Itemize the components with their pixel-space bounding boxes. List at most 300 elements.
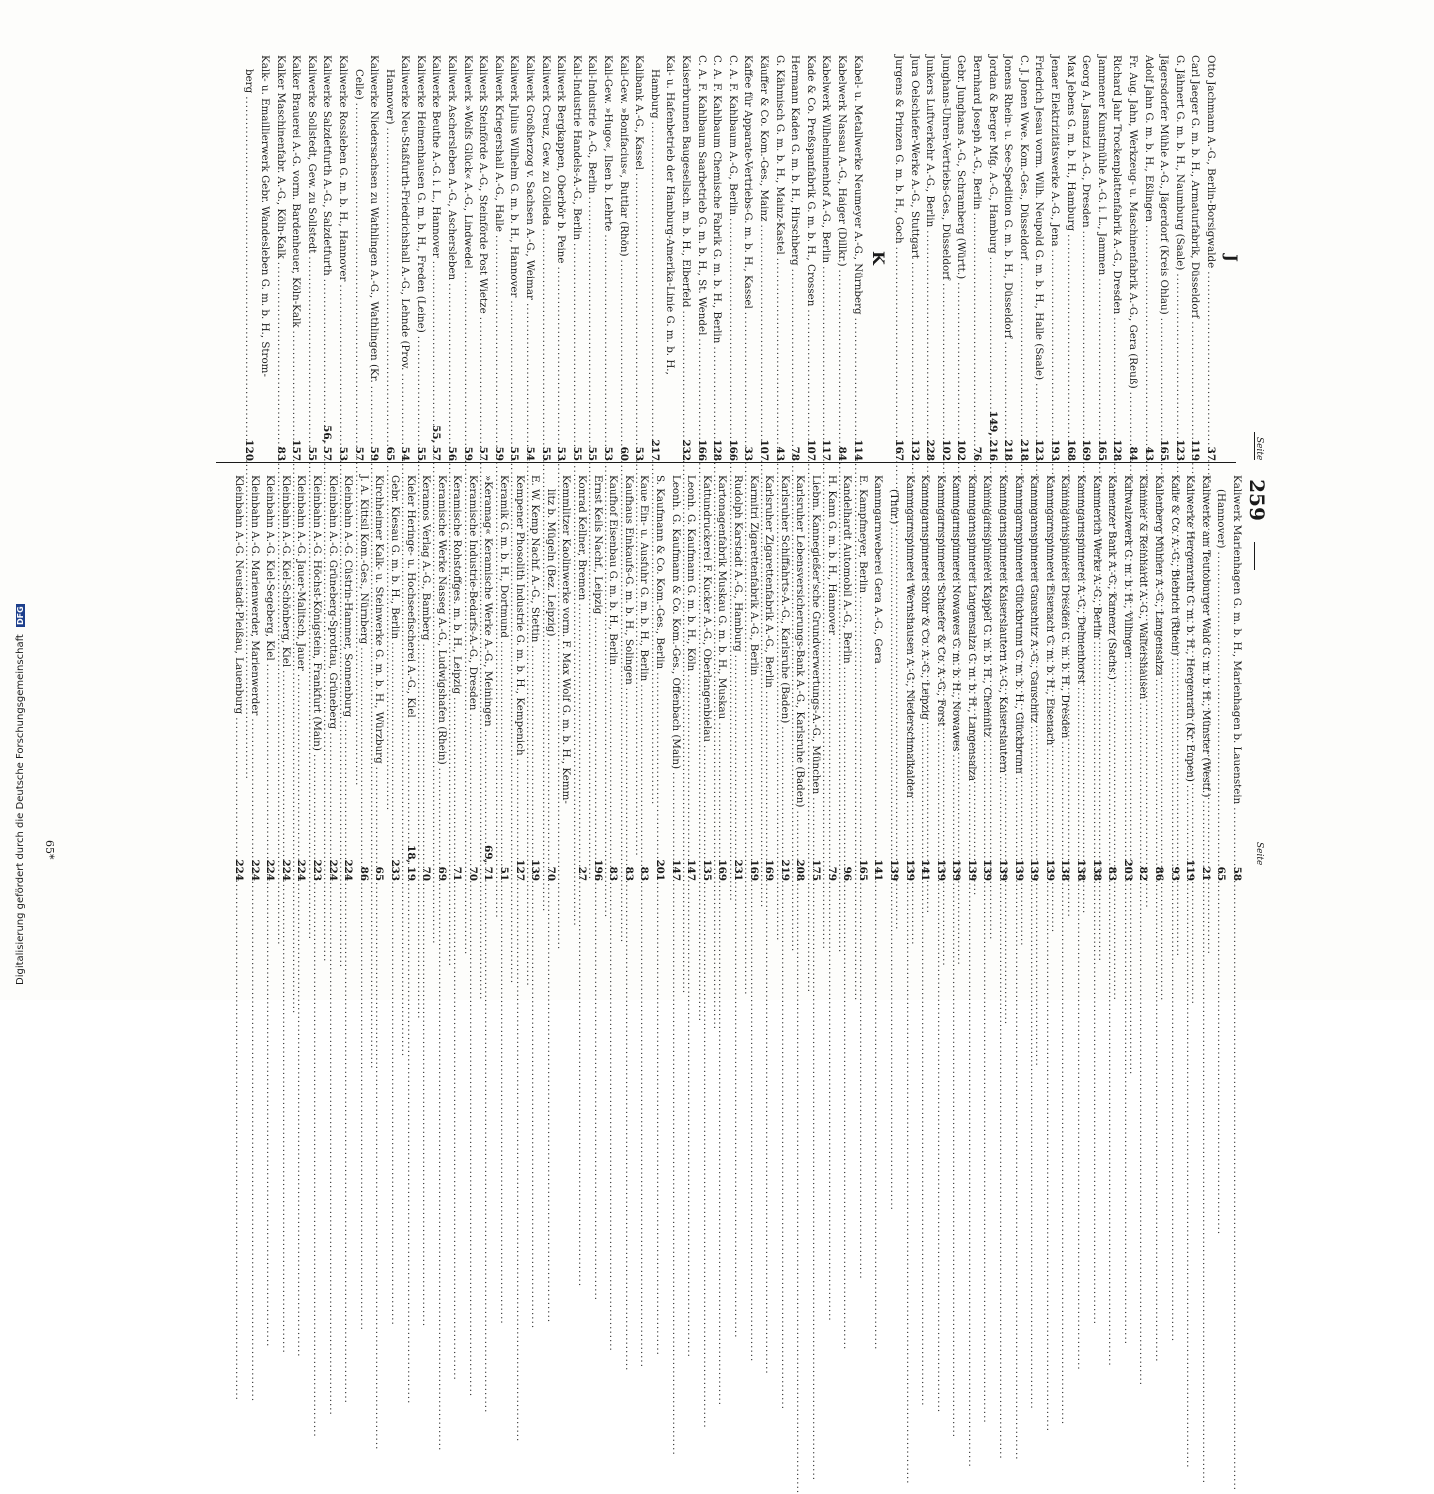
entry-name: litz b. Mügeln (Bez. Leipzig) (544, 489, 557, 637)
entry-pages: 60 (617, 446, 630, 461)
entry-pages: 59 (461, 446, 474, 461)
index-entry (1228, 475, 1244, 881)
leader-dots (776, 726, 792, 850)
leader-dots (729, 655, 745, 850)
entry-name: (Thür.) (887, 489, 900, 525)
leader-dots (1182, 785, 1198, 850)
leader-dots (303, 256, 319, 430)
leader-dots (761, 691, 777, 850)
leader-dots (906, 262, 922, 430)
index-entry (677, 55, 693, 461)
entry-pages: 231 (732, 859, 744, 881)
entry-name: Kattundruckerei F. Kucker A.-G., Oberlangenbielau (700, 475, 713, 743)
entry-pages: 123 (1173, 439, 1186, 461)
index-entry (537, 55, 553, 461)
index-entry (823, 475, 839, 881)
leader-dots (1010, 777, 1026, 850)
index-entry (724, 55, 740, 461)
index-entry (870, 475, 886, 881)
entry-pages: 138 (1090, 859, 1103, 881)
entry-name: Kemmlitzer Kaolinwerke vorm. F. Max Wolf G. m. b. H., Kemm- (560, 475, 573, 804)
leader-dots (475, 317, 491, 430)
entry-name: J. A. Kittsil Kom.-Ges., Nürnberg (357, 475, 370, 645)
entry-pages: 139 (934, 859, 947, 881)
entry-pages: 223 (310, 859, 323, 881)
leader-dots (823, 638, 839, 850)
index-entry (620, 475, 636, 881)
index-entry (979, 475, 995, 881)
index-entry (308, 475, 324, 881)
leader-dots (1187, 321, 1203, 430)
index-entry (1140, 55, 1156, 461)
entry-name: Kalle & Co. A.-G., Biebrich (Rhein) (1168, 475, 1181, 656)
entry-pages: 169 (747, 859, 760, 881)
entry-pages: 138 (1059, 859, 1072, 881)
index-entry (714, 475, 730, 881)
entry-pages: 232 (680, 439, 692, 461)
entry-name: Kabelwerk Nassau A.-G., Haiger (Dillkr.) (835, 55, 848, 267)
index-entry (1213, 475, 1229, 881)
leader-dots (324, 732, 340, 850)
entry-pages: 233 (388, 859, 401, 881)
entry-pages: 218 (1002, 439, 1015, 461)
entry-name: Jordan & Berger Mfg. A.-G., Hamburg (986, 55, 999, 254)
digitization-note (0, 0, 30, 1000)
index-entry (818, 55, 834, 461)
entry-pages: 58 (1231, 866, 1243, 881)
entry-pages: 147 (669, 859, 682, 881)
leader-dots (651, 672, 667, 850)
entry-pages: 149, 216 (986, 410, 999, 461)
leader-dots (511, 759, 527, 850)
section-letter: K (868, 251, 888, 265)
leader-dots (573, 603, 589, 850)
entry-name: Jonens Rhein- u. See-Spedition G. m. b. H., Düsseldorf (1002, 55, 1015, 339)
index-entry (1041, 475, 1057, 881)
index-column-right (0, 475, 1244, 881)
leader-dots (1078, 231, 1094, 430)
entry-pages: 56 (446, 446, 459, 461)
entry-pages: 196 (591, 859, 604, 881)
entry-pages: 224 (248, 859, 261, 881)
leader-dots (724, 218, 740, 430)
leader-dots (599, 234, 615, 430)
entry-pages: 55, 57 (430, 425, 443, 461)
entry-name: Georg A. Jasmatzi A.-G., Dresden (1080, 55, 1093, 228)
leader-dots (241, 96, 257, 430)
leader-dots (459, 272, 475, 430)
entry-pages: 208 (794, 859, 807, 881)
index-entry (521, 55, 537, 461)
leader-dots (646, 122, 662, 430)
index-entry (428, 55, 444, 461)
index-entry (542, 475, 558, 881)
entry-pages: 114 (851, 439, 864, 461)
entry-name: Kabel- u. Metallwerke Neumeyer A.-G., Nürnberg (851, 55, 864, 315)
entry-name: Kartonagenfabrik Muskau G. m. b. H., Muskau (716, 475, 729, 720)
entry-pages: 165 (1158, 439, 1171, 461)
entry-pages: 141 (872, 859, 885, 881)
entry-pages: 107 (804, 439, 817, 461)
entry-pages: 53 (336, 446, 349, 461)
entry-name: Kammgarnspinnerei Glückbrunn G. m. b. H., Glückbrunn (1012, 475, 1025, 774)
leader-dots (350, 103, 366, 430)
leader-dots (839, 667, 855, 850)
index-entry (584, 55, 600, 461)
entry-name: Käuffer & Co. Kom.-Ges., Mainz (757, 55, 770, 222)
leader-dots (418, 643, 434, 850)
entry-pages: 27 (576, 866, 589, 881)
index-entry (667, 475, 683, 881)
index-entry (272, 55, 288, 461)
entry-pages: 21 (1199, 866, 1212, 881)
index-entry (1109, 55, 1125, 461)
entry-name: Keramische Rohstoffges. m. b. H., Leipzig (451, 475, 464, 695)
entry-name: Kaliwerk Julius Wilhelm G. m. b. H., Hannover (508, 55, 521, 298)
entry-name: Kammgarnspinnerei Langensalza G. m. b. H., Langensalza (965, 475, 978, 782)
entry-name: Carl Jaeger G. m. b. H., Armaturfabrik, Düsseldorf (1189, 55, 1202, 319)
index-entry (984, 55, 1000, 461)
entry-name: Kamenzer Bank A.-G., Kamenz (Sachs.) (1106, 475, 1119, 680)
leader-dots (807, 797, 823, 850)
index-entry (885, 475, 901, 881)
leader-dots (1031, 383, 1047, 430)
entry-name: C. A. F. Kahlbaum A.-G., Berlin (726, 55, 739, 215)
entry-name: Kammgarnweberei Gera A.-G., Gera (872, 475, 885, 664)
index-entry (1104, 475, 1120, 881)
entry-pages: 165 (856, 859, 869, 881)
entry-name: Gebr. Junghans A.-G., Schramberg (Württ.) (955, 55, 968, 280)
index-entry (366, 55, 382, 461)
index-entry (771, 55, 787, 461)
index-entry (1150, 475, 1166, 881)
entry-pages: 70 (544, 866, 557, 881)
entry-pages: 79 (825, 866, 838, 881)
entry-name: C. A. F. Kahlbaum Chemische Fabrik G. m. b. H., Berlin (711, 55, 724, 344)
leader-dots (381, 127, 397, 430)
leader-dots (1062, 234, 1078, 430)
leader-dots (1072, 687, 1088, 850)
leader-dots (1041, 748, 1057, 850)
leader-dots (527, 645, 543, 850)
entry-pages: 139 (950, 859, 963, 881)
entry-name: Kleinbahn A.-G. Höchst-Königstein, Frankfurt (Main) (310, 475, 323, 751)
entry-name: Kleinbahn A.-G. Grüneberg-Sprottau, Grüneberg (326, 475, 339, 730)
entry-name: Hannover) (383, 69, 396, 125)
index-entry (506, 55, 522, 461)
entry-pages: 141 (919, 859, 932, 881)
leader-dots (677, 311, 693, 431)
entry-name: »Keramag« Keramische Werke A.-G., Meiningen (482, 475, 495, 727)
leader-dots (615, 259, 631, 430)
leader-dots (995, 776, 1011, 850)
leader-dots (584, 197, 600, 431)
entry-pages: 139 (1043, 859, 1056, 881)
leader-dots (1171, 273, 1187, 430)
index-entry (230, 475, 246, 881)
entry-name: Kaliwerk Aschersleben A.-G., Aschersleben (446, 55, 459, 281)
leader-dots (506, 300, 522, 430)
entry-pages: 139 (1012, 859, 1025, 881)
index-entry (1124, 55, 1140, 461)
entry-name: Ernst Keils Nachf., Leipzig (591, 475, 604, 615)
leader-dots (1015, 263, 1031, 430)
index-entry (418, 475, 434, 881)
entry-pages: 107 (757, 439, 770, 461)
leader-dots (1109, 317, 1125, 430)
leader-dots (969, 213, 985, 430)
index-entry (662, 55, 678, 461)
entry-pages: 57 (477, 446, 490, 461)
leader-dots (428, 261, 444, 422)
entry-pages: 84 (835, 446, 848, 461)
entry-name: Keramik G. m. b. H., Dortmund (498, 475, 511, 638)
index-entry (631, 55, 647, 461)
entry-pages: 78 (789, 446, 802, 461)
entry-name: Kammgarnspinnerei Kappel G. m. b. H., Chemnitz (981, 475, 994, 737)
entry-pages: 169 (1080, 439, 1093, 461)
entry-pages: 83 (607, 866, 620, 881)
index-entry (1046, 55, 1062, 461)
leader-dots (693, 338, 709, 430)
leader-dots (755, 225, 771, 430)
entry-pages: 139 (887, 859, 900, 881)
index-entry (948, 475, 964, 881)
entry-name: E. Kampfmeyer, Berlin (856, 475, 869, 593)
entry-name: Kalker Brauerei A.-G. vorm. Bardenheuer, Köln-Kalk (290, 55, 303, 328)
leader-dots (1119, 661, 1135, 850)
leader-dots (1197, 800, 1213, 850)
index-entry (1135, 475, 1151, 881)
entry-pages: 70 (420, 866, 433, 881)
entry-name: Kammerich Werke A.-G., Berlin (1090, 475, 1103, 639)
entry-name: Leonh. G. Kaufmann & Co. Kom.-Ges., Offenbach (Main) (669, 475, 682, 770)
leader-dots (1213, 551, 1229, 850)
entry-pages: 139 (965, 859, 978, 881)
entry-name: Liebm. Kannegießer'sche Grundverwertungs-A.-G., München (809, 475, 822, 795)
leader-dots (771, 258, 787, 430)
entry-pages: 69 (435, 866, 448, 881)
entry-name: Kaliwerk Creuz, Gew. zu Cölleda (539, 55, 552, 226)
entry-pages: 127 (513, 859, 526, 881)
entry-name: Hamburg (648, 69, 661, 119)
entry-pages: 83 (1106, 866, 1119, 881)
entry-pages: 55 (539, 446, 552, 461)
leader-dots (714, 722, 730, 850)
index-entry (256, 55, 272, 461)
index-entry (1000, 55, 1016, 461)
entry-pages: 55 (586, 446, 599, 461)
leader-dots (605, 668, 621, 850)
column-divider (216, 462, 1236, 463)
leader-dots (917, 723, 933, 850)
leader-dots (948, 754, 964, 850)
entry-pages: 224 (279, 859, 292, 881)
index-entry (932, 475, 948, 881)
leader-dots (355, 647, 371, 850)
index-entry (371, 475, 387, 881)
leader-dots (901, 801, 917, 850)
leader-dots (490, 235, 506, 430)
entry-name: Kali-Industrie Handels-A.-G., Berlin (570, 55, 583, 240)
leader-dots (1140, 225, 1156, 430)
entry-name: Kieler Heringe- u. Hochseefischerei A.-G., Kiel (404, 475, 417, 718)
entry-name: Kalibank A.-G., Kassel (633, 55, 646, 170)
index-entry (922, 55, 938, 461)
index-entry (636, 475, 652, 881)
leader-dots (709, 346, 725, 430)
leader-dots (464, 713, 480, 850)
index-entry (729, 475, 745, 881)
leader-dots (402, 721, 418, 842)
entry-pages: 139 (997, 859, 1010, 881)
entry-name: Keramische Industrie-Bedarfs-A.-G., Dresden (466, 475, 479, 711)
entry-name: Kaliwerk Großherzog v. Sachsen A.-G., Weimar (524, 55, 537, 300)
index-entry (350, 55, 366, 461)
leader-dots (521, 303, 537, 430)
entry-name: berg (243, 69, 256, 94)
entry-pages: 96 (841, 866, 854, 881)
entry-name: Kämmer & Reinhardt A.-G., Waltershausen (1137, 475, 1150, 700)
entry-name: Kaliwerke Sollstedt, Gew. zu Sollstedt (305, 55, 318, 254)
entry-name: Kammgarnspinnerei Eisenach G. m. b. H., Eisenach (1043, 475, 1056, 746)
index-entry (807, 475, 823, 881)
entry-pages: 71 (451, 866, 464, 881)
entry-name: Kirchheimer Kalk- u. Steinwerke G. m. b. H., Würzburg (373, 475, 386, 764)
entry-pages: 132 (908, 439, 921, 461)
entry-name: Kai- u. Hafenbetrieb der Hamburg-Amerika-Linie G. m. b. H., (664, 55, 677, 375)
entry-pages: 139 (903, 859, 916, 881)
index-entry (963, 475, 979, 881)
leader-dots (319, 279, 335, 422)
entry-pages: 128 (711, 439, 724, 461)
index-entry (1078, 55, 1094, 461)
entry-pages: 165 (1095, 439, 1108, 461)
entry-name: Jura Oelschiefer-Werke A.-G., Stuttgart (908, 55, 921, 259)
leader-dots (792, 810, 808, 850)
index-entry (1156, 55, 1172, 461)
leader-dots (1124, 392, 1140, 430)
leader-dots (1026, 726, 1042, 850)
entry-pages: 55 (570, 446, 583, 461)
index-entry (599, 55, 615, 461)
entry-pages: 228 (924, 439, 937, 461)
leader-dots (963, 784, 979, 850)
index-entry (1072, 475, 1088, 881)
index-entry (787, 55, 803, 461)
entry-name: Fr. Aug. Jahn, Werkzeug- u. Maschinenfabrik A.-G., Gera (Reuß) (1127, 55, 1140, 389)
index-entry (558, 475, 574, 881)
leader-dots (412, 336, 428, 430)
entry-name: Kammgarnspinnerei Schaefer & Co. A.-G., Forst (934, 475, 947, 727)
leader-dots (1135, 702, 1151, 850)
leader-dots (885, 527, 901, 850)
signature-mark: 65* (43, 840, 56, 860)
index-entry (589, 475, 605, 881)
entry-name: Karmitri Zigarettenfabrik A.-G., Berlin (747, 475, 760, 676)
leader-dots (334, 284, 350, 430)
index-entry (683, 475, 699, 881)
leader-dots (979, 740, 995, 850)
entry-pages: 83 (274, 446, 287, 461)
index-entry (1171, 55, 1187, 461)
entry-pages: 102 (939, 439, 952, 461)
leader-dots (833, 270, 849, 430)
index-entry (839, 475, 855, 881)
leader-dots (698, 745, 714, 850)
entry-pages: 86 (357, 866, 370, 881)
entry-name: G. Kähmisch G. m. b. H., Mainz-Kastel (773, 55, 786, 255)
index-entry (740, 55, 756, 461)
index-entry (792, 475, 808, 881)
entry-pages: 82 (1137, 866, 1150, 881)
leader-dots (1228, 807, 1244, 850)
entry-name: Kaffee für Apparate-Vertriebs-G. m. b. H., Kassel (742, 55, 755, 309)
entry-pages: 166 (695, 439, 708, 461)
index-entry (402, 475, 418, 881)
index-entry (412, 55, 428, 461)
entry-name: C. J. Jonen Wwe. Kom.-Ges., Düsseldorf (1017, 55, 1030, 260)
entry-name: Kammgarnspinnerei Stöhr & Co. A.-G., Leipzig (919, 475, 932, 720)
index-entry (319, 55, 335, 461)
index-entry (776, 475, 792, 881)
entry-name: Kaliwerk Steinförde A.-G., Steinförde Post Wietze (477, 55, 490, 314)
entry-name: Kammgarnspinnerei A.-G., Delmenhorst (1075, 475, 1088, 684)
leader-dots (537, 229, 553, 430)
entry-name: Kaliwerk »Wolfs Glück« A.-G., Lindwedel (461, 55, 474, 269)
entry-pages: 53 (602, 446, 615, 461)
index-entry (355, 475, 371, 881)
index-entry (917, 475, 933, 881)
index-entry (693, 55, 709, 461)
index-entry (573, 475, 589, 881)
leader-dots (542, 639, 558, 850)
entry-pages: 53 (633, 446, 646, 461)
entry-pages: 138 (1075, 859, 1088, 881)
index-entry (1119, 475, 1135, 881)
entry-name: Kammgarnspinnerei Dresden G. m. b. H., Dresden (1059, 475, 1072, 739)
leader-dots (444, 283, 460, 430)
leader-dots (293, 674, 309, 850)
index-entry (1197, 475, 1213, 881)
entry-name: Kleinbahn A.-G. Neustadt-Pleißau, Lauenburg (233, 475, 245, 715)
leader-dots (1057, 741, 1073, 850)
entry-pages: 224 (326, 859, 339, 881)
index-entry (490, 55, 506, 461)
entry-name: Keramos Verlag A.-G., Bamberg (420, 475, 433, 641)
entry-pages: 168 (1064, 439, 1077, 461)
entry-pages: 43 (1142, 446, 1155, 461)
entry-pages: 65 (373, 866, 386, 881)
entry-name: Kali-Industrie A.-G., Berlin (586, 55, 599, 194)
entry-name: Kaliwerke am Teutoburger Wald G. m. b. H., Münster (Westf.) (1199, 475, 1212, 798)
leader-dots (818, 266, 834, 430)
index-entry (480, 475, 496, 881)
index-entry (709, 55, 725, 461)
leader-dots (386, 642, 402, 850)
entry-name: Kaliwerke Heimenhausen G. m. b. H., Freden (Leine) (414, 55, 427, 333)
entry-name: Jägersdorfer Mühle A.-G., Jägerdorf (Kreis Ohlau) (1158, 55, 1171, 315)
entry-name: Kempener Phosolith Industrie G. m. b. H., Kempenich (513, 475, 526, 756)
leader-dots (740, 312, 756, 430)
entry-pages: 18, 19 (404, 845, 417, 881)
leader-dots (854, 596, 870, 850)
entry-name: H. Kann G. m. b. H., Hannover (825, 475, 838, 635)
entry-name: (Hannover) (1215, 489, 1228, 549)
index-entry (605, 475, 621, 881)
dfg-logo: DFG (16, 606, 25, 625)
index-entry (381, 55, 397, 461)
